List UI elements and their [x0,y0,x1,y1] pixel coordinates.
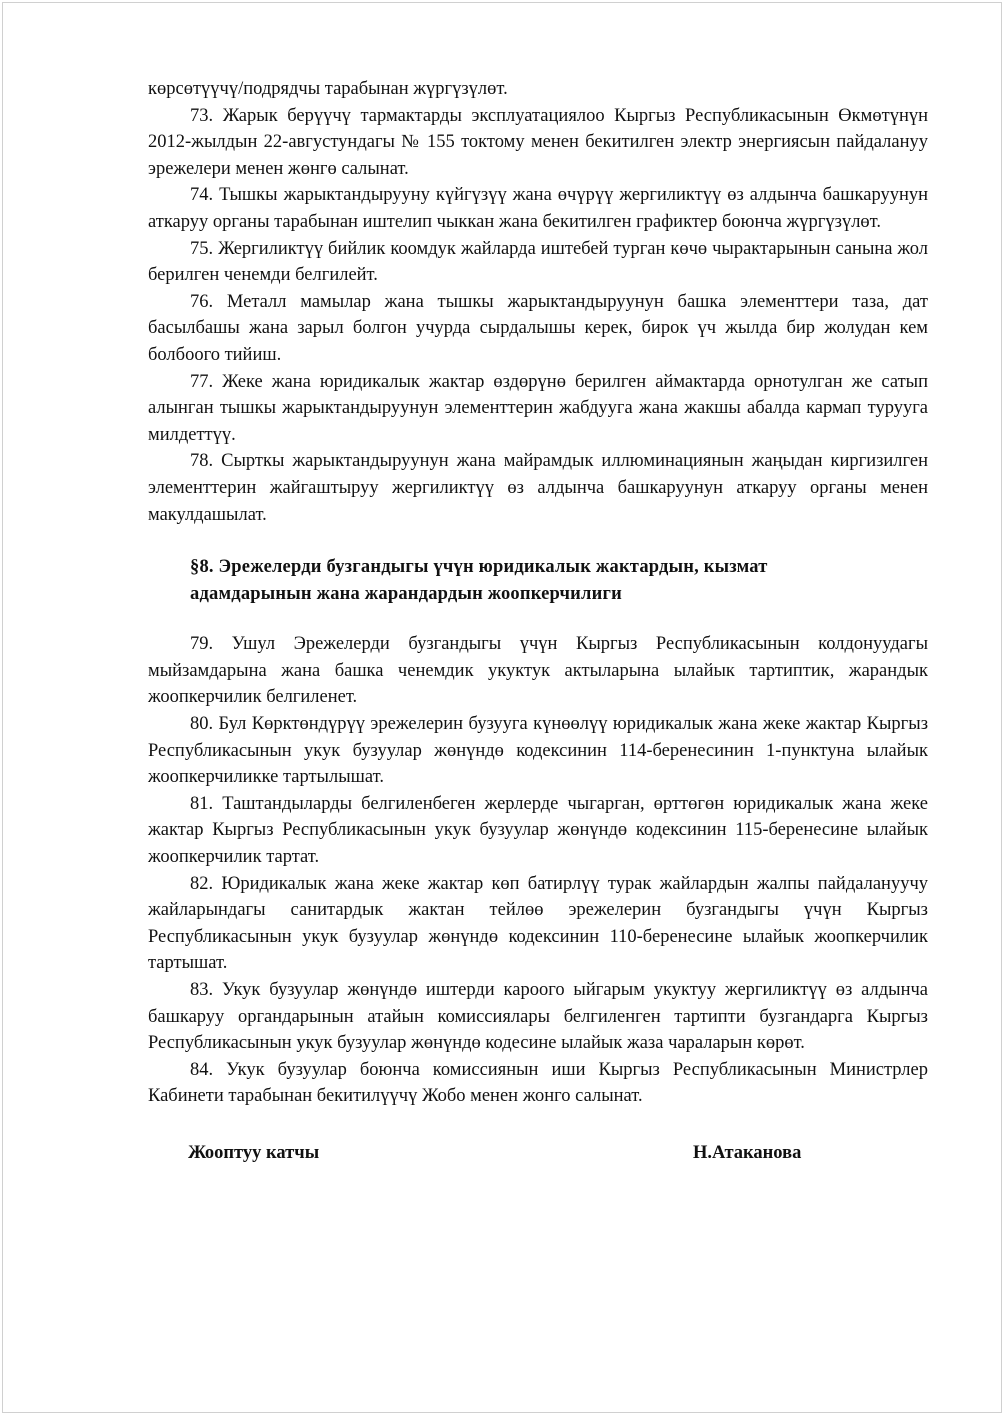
signature-role: Жооптуу катчы [188,1142,320,1163]
paragraph-73: 73. Жарык берүүчү тармактарды эксплуатациялоо Кыргыз Республикасынын Өкмөтүнүн 2012-жылдын 22-августундагы № 155 токтому менен бекитилген электр энергиясын пайдалануу эрежелери менен жөнгө салынат. [148,105,928,179]
paragraph-79: 79. Ушул Эрежелерди бузгандыгы үчүн Кыргыз Республикасынын колдонуудагы мыйзамдарына жана башка ченемдик укуктук актыларына ылайык тартиптик, жарандык жоопкерчилик белгиленет. [148,634,928,708]
section-heading-line-2: адамдарынын жана жарандардын жоопкерчилиги [190,583,622,604]
paragraph-continuation: көрсөтүүчү/подрядчы тарабынан жүргүзүлөт. [148,79,508,99]
paragraph-78: 78. Сырткы жарыктандыруунун жана майрамдык иллюминациянын жаңыдан киргизилген элементтерин жайгаштыруу жергиликтүү өз алдынча башкаруунун аткаруу органы менен макулдашылат. [148,451,928,525]
paragraph-76: 76. Металл мамылар жана тышкы жарыктандыруунун башка элементтери таза, дат басылбашы жана зарыл болгон учурда сырдалышы керек, бирок үч жылда бир жолудан кем болбоого тийиш. [148,291,928,365]
signature-name: Н.Атаканова [693,1142,802,1163]
paragraph-81: 81. Таштандыларды белгиленбеген жерлерде чыгарган, өрттөгөн юридикалык жана жеке жактар Кыргыз Республикасынын укук бузуулар жөнүндө кодексинин 115-беренесине ылайык жоопкерчилик тартат. [148,793,928,868]
signature-block [148,1140,928,1166]
document-page [2,2,1002,1413]
paragraph-80: 80. Бул Көрктөндүрүү эрежелерин бузууга күнөөлүү юридикалык жана жеке жактар Кыргыз Республикасынын укук бузуулар жөнүндө кодексинин 114-беренесинин 1-пунктуна ылайык жоопкерчиликке тартылышат. [148,714,928,788]
paragraph-75: 75. Жергиликтүү бийлик коомдук жайларда иштебей турган көчө чырактарынын санына жол берилген ченемди белгилейт. [148,238,928,286]
paragraph-77: 77. Жеке жана юридикалык жактар өздөрүнө берилген аймактарда орнотулган же сатып алынган тышкы жарыктандыруунун элементтерин жабдууга жана жакшы абалда кармап турууга милдеттүү. [148,371,928,445]
paragraph-74: 74. Тышкы жарыктандырууну күйгүзүү жана өчүрүү жергиликтүү өз алдынча башкаруунун аткаруу органы тарабынан иштелип чыккан жана бекитилген графиктер боюнча жүргүзүлөт. [148,185,928,232]
paragraph-84: 84. Укук бузуулар боюнча комиссиянын иши Кыргыз Республикасынын Министрлер Кабинети тарабынан бекитилүүчү Жобо менен жонго салынат. [148,1059,928,1107]
section-heading [148,554,928,607]
paragraph-82: 82. Юридикалык жана жеке жактар көп батирлүү турак жайлардын жалпы пайдалануучу жайларындагы санитардык жактан тейлөө эрежелерин бузгандыгы үчүн Кыргыз Республикасынын укук бузуулар жөнүндө кодексинин 110-беренесине ылайык жоопкерчилик тартышат. [148,873,928,974]
paragraph-83: 83. Укук бузуулар жөнүндө иштерди кароого ыйгарым укуктуу жергиликтүү өз алдынча башкаруу органдарынын атайын комиссиялары белгиленген тартипти бузгандарга Кыргыз Республикасынын укук бузуулар жөнүндө кодесине ылайык жаза чараларын көрөт. [148,980,928,1054]
document-body [148,76,928,1166]
section-heading-line-1: §8. Эрежелерди бузгандыгы үчүн юридикалык жактардын, кызмат [190,557,768,578]
